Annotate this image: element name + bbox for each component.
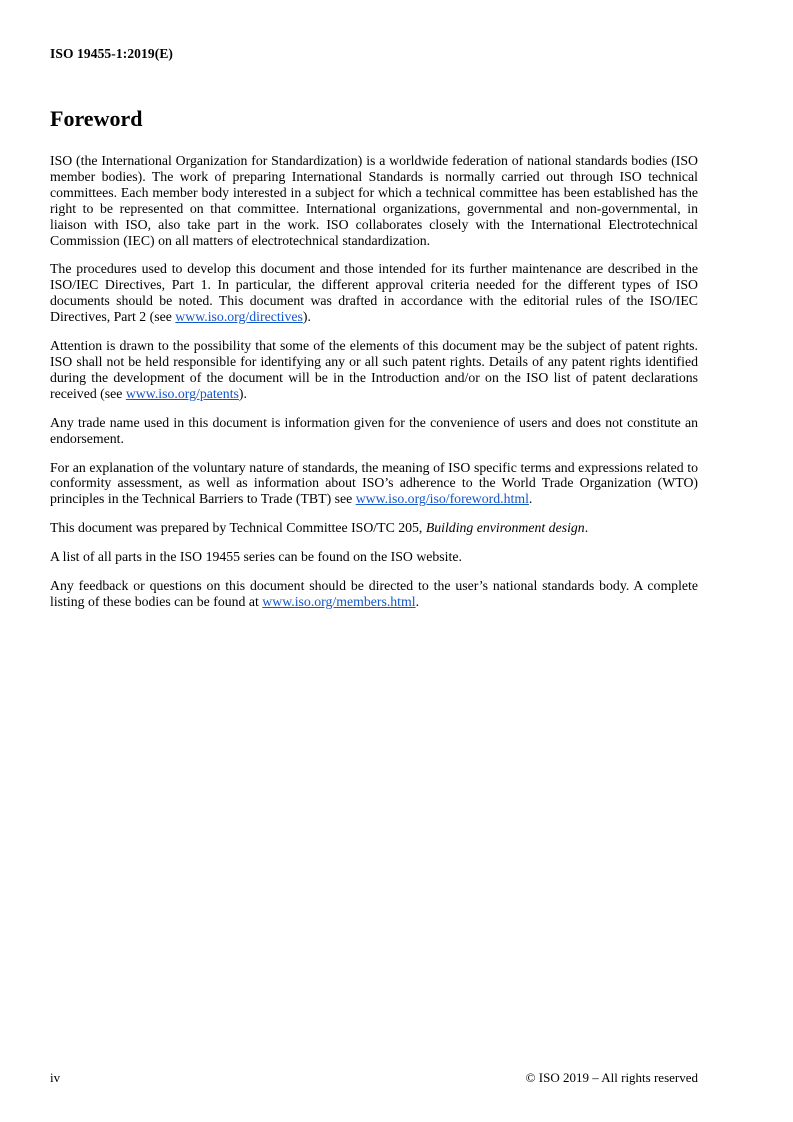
copyright-notice: © ISO 2019 – All rights reserved bbox=[525, 1070, 698, 1085]
paragraph-iso-federation: ISO (the International Organization for Standardization) is a worldwide federation of national standards bodies (ISO member bodies). The work of preparing International Standards is normally carried out through ISO technical committees. Each member body interested in a subject for which a technical committee has been established has the right to be represented on that committee. International organizations, governmental and non-governmental, in liaison with ISO, also take part in the work. ISO collaborates closely with the International Electrotechnical Commission (IEC) on all matters of electrotechnical standardization. bbox=[50, 153, 698, 248]
page-title: Foreword bbox=[50, 106, 143, 131]
paragraph-text: . bbox=[584, 520, 589, 536]
committee-name: Building environment design bbox=[425, 520, 585, 536]
paragraph-text: . bbox=[415, 593, 420, 609]
paragraph-text: ). bbox=[302, 309, 311, 325]
paragraph-trade-name: Any trade name used in this document is information given for the convenience of users and does not constitute an endorsement. bbox=[50, 414, 698, 446]
paragraph-feedback bbox=[50, 578, 698, 610]
doc-reference: ISO 19455-1:2019(E) bbox=[50, 46, 174, 61]
paragraph-patent-rights bbox=[50, 338, 698, 402]
paragraph-committee bbox=[50, 520, 698, 536]
patents-link[interactable]: www.iso.org/patents bbox=[125, 385, 239, 401]
paragraph-text: Any feedback or questions on this document should be directed to the user’s national standards body. A complete listing of these bodies can be found at bbox=[50, 578, 698, 609]
directives-link[interactable]: www.iso.org/directives bbox=[175, 309, 303, 325]
paragraph-procedures bbox=[50, 261, 698, 325]
page-footer bbox=[50, 1070, 698, 1086]
paragraph-series-list: A list of all parts in the ISO 19455 series can be found on the ISO website. bbox=[50, 549, 462, 565]
paragraph-text: For an explanation of the voluntary nature of standards, the meaning of ISO specific terms and expressions related to conformity assessment, as well as information about ISO’s adherence to the World Trade Organization (WTO) principles in the Technical Barriers to Trade (TBT) see bbox=[50, 459, 698, 507]
foreword-link[interactable]: www.iso.org/iso/foreword.html bbox=[355, 491, 529, 507]
paragraph-wto-tbt bbox=[50, 460, 698, 508]
paragraph-text: Attention is drawn to the possibility that some of the elements of this document may be the subject of patent rights. ISO shall not be held responsible for identifying any or all such patent rights. Details of any patent rights identified during the development of the document will be in the Introduction and/or on the ISO list of patent declarations received (see bbox=[50, 338, 698, 401]
paragraph-text: . bbox=[528, 491, 533, 507]
paragraph-text: The procedures used to develop this document and those intended for its further maintenance are described in the ISO/IEC Directives, Part 1. In particular, the different approval criteria needed for the different types of ISO documents should be noted. This document was drafted in accordance with the editorial rules of the ISO/IEC Directives, Part 2 (see bbox=[50, 261, 698, 325]
page-content bbox=[50, 0, 698, 610]
page-number: iv bbox=[50, 1070, 61, 1085]
paragraph-text: This document was prepared by Technical Committee ISO/TC 205, bbox=[50, 520, 426, 536]
paragraph-text: ). bbox=[238, 385, 247, 401]
members-link[interactable]: www.iso.org/members.html bbox=[262, 593, 416, 609]
